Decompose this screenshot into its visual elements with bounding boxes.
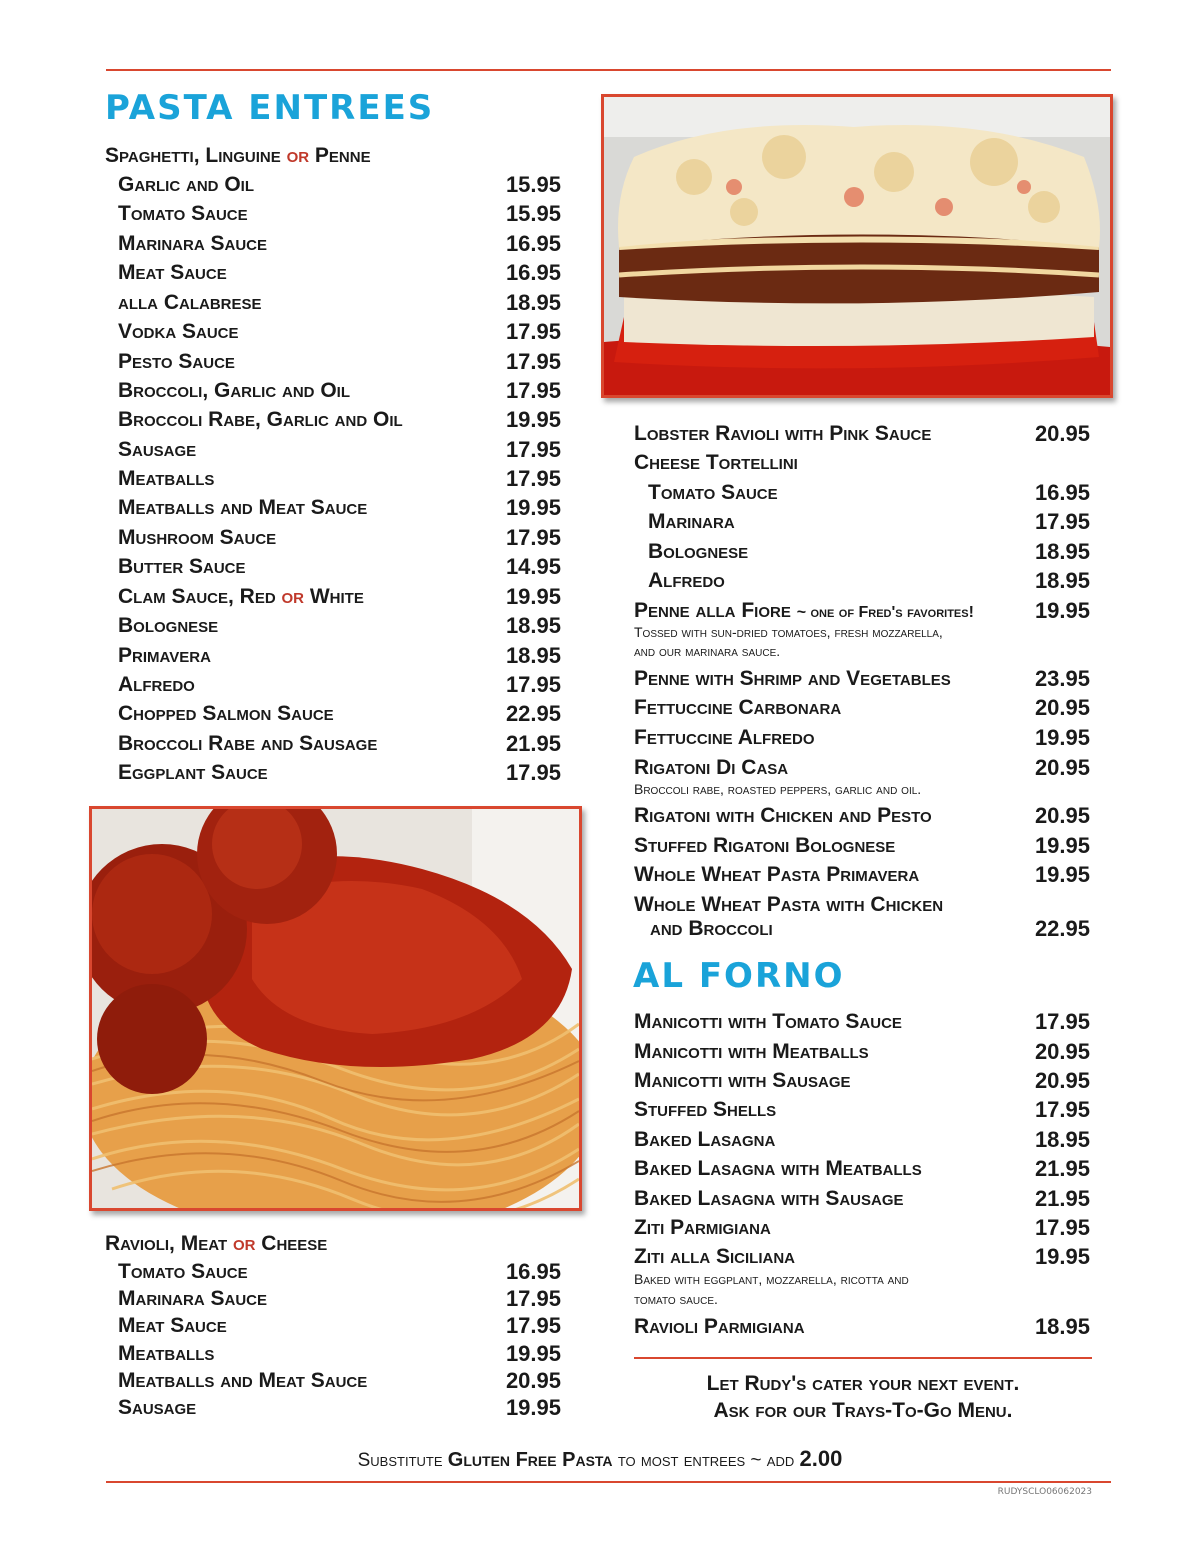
item-description: Baked with eggplant, mozzarella, ricotta and (634, 1271, 909, 1287)
menu-item: Bolognese 18.95 (648, 539, 1090, 564)
menu-item: Ravioli Parmigiana 18.95 (634, 1314, 1090, 1339)
menu-item: Bolognese 18.95 (118, 613, 561, 638)
menu-item: Penne alla Fiore ~ one of Fred's favorites! 19.95 (634, 598, 1090, 623)
menu-item: Pesto Sauce 17.95 (118, 349, 561, 374)
item-description: tomato sauce. (634, 1291, 718, 1307)
menu-item: Meat Sauce 17.95 (118, 1313, 561, 1338)
pasta-group-label: Spaghetti, Linguine or Penne (105, 144, 371, 167)
menu-item: Tomato Sauce 15.95 (118, 201, 561, 226)
menu-item: Marinara Sauce 16.95 (118, 231, 561, 256)
menu-item: Sausage 17.95 (118, 437, 561, 462)
menu-item: Manicotti with Tomato Sauce 17.95 (634, 1009, 1090, 1034)
menu-item-continued: and Broccoli 22.95 (650, 916, 1090, 941)
spaghetti-meatballs-photo (89, 806, 582, 1211)
menu-item: Broccoli Rabe and Sausage 21.95 (118, 731, 561, 756)
ravioli-group-label: Ravioli, Meat or Cheese (105, 1232, 328, 1255)
menu-item: Lobster Ravioli with Pink Sauce 20.95 (634, 421, 1090, 446)
menu-item: Alfredo 17.95 (118, 672, 561, 697)
menu-item: Rigatoni with Chicken and Pesto 20.95 (634, 803, 1090, 828)
gluten-free-note: Substitute Gluten Free Pasta to most entrees ~ add 2.00 (357, 1446, 843, 1471)
catering-line-1: Let Rudy's cater your next event. (706, 1372, 1020, 1395)
menu-item: Sausage 19.95 (118, 1395, 561, 1420)
menu-item: Clam Sauce, Red or White 19.95 (118, 584, 561, 609)
item-description: Broccoli rabe, roasted peppers, garlic and oil. (634, 781, 922, 797)
menu-item: Mushroom Sauce 17.95 (118, 525, 561, 550)
menu-item: Chopped Salmon Sauce 22.95 (118, 701, 561, 726)
menu-item: Ziti alla Siciliana 19.95 (634, 1244, 1090, 1269)
menu-item: Tomato Sauce 16.95 (648, 480, 1090, 505)
bottom-rule (106, 1481, 1111, 1483)
menu-item: Penne with Shrimp and Vegetables 23.95 (634, 666, 1090, 691)
menu-item: Garlic and Oil 15.95 (118, 172, 561, 197)
catering-line-2: Ask for our Trays-To-Go Menu. (713, 1399, 1013, 1422)
menu-item: Manicotti with Meatballs 20.95 (634, 1039, 1090, 1064)
menu-item: Butter Sauce 14.95 (118, 554, 561, 579)
menu-item: Broccoli Rabe, Garlic and Oil 19.95 (118, 407, 561, 432)
menu-item: Ziti Parmigiana 17.95 (634, 1215, 1090, 1240)
menu-item: Fettuccine Carbonara 20.95 (634, 695, 1090, 720)
menu-item: Alfredo 18.95 (648, 568, 1090, 593)
menu-item: Broccoli, Garlic and Oil 17.95 (118, 378, 561, 403)
menu-item: Tomato Sauce 16.95 (118, 1259, 561, 1284)
menu-item: Baked Lasagna with Meatballs 21.95 (634, 1156, 1090, 1181)
tortellini-group-label: Cheese Tortellini (634, 451, 798, 474)
menu-item: Baked Lasagna 18.95 (634, 1127, 1090, 1152)
menu-item: Meat Sauce 16.95 (118, 260, 561, 285)
menu-item: Primavera 18.95 (118, 643, 561, 668)
menu-item: Meatballs and Meat Sauce 20.95 (118, 1368, 561, 1393)
menu-item: Meatballs 17.95 (118, 466, 561, 491)
top-rule (106, 69, 1111, 71)
menu-item: Manicotti with Sausage 20.95 (634, 1068, 1090, 1093)
menu-item: Rigatoni Di Casa 20.95 (634, 755, 1090, 780)
menu-item: Vodka Sauce 17.95 (118, 319, 561, 344)
menu-item: Marinara Sauce 17.95 (118, 1286, 561, 1311)
menu-code: RUDYSCLO06062023 (997, 1487, 1092, 1497)
menu-item: Stuffed Rigatoni Bolognese 19.95 (634, 833, 1090, 858)
menu-item: Stuffed Shells 17.95 (634, 1097, 1090, 1122)
menu-item: Meatballs 19.95 (118, 1341, 561, 1366)
catering-rule (634, 1357, 1092, 1359)
menu-item: Eggplant Sauce 17.95 (118, 760, 561, 785)
menu-item: Marinara 17.95 (648, 509, 1090, 534)
menu-item: alla Calabrese 18.95 (118, 290, 561, 315)
al-forno-heading: AL FORNO (633, 956, 845, 996)
item-description: and our marinara sauce. (634, 643, 781, 659)
catering-note (634, 1370, 1092, 1424)
menu-item: Meatballs and Meat Sauce 19.95 (118, 495, 561, 520)
menu-item: Whole Wheat Pasta with Chicken (634, 893, 944, 916)
menu-item: Whole Wheat Pasta Primavera 19.95 (634, 862, 1090, 887)
menu-item: Baked Lasagna with Sausage 21.95 (634, 1186, 1090, 1211)
menu-item: Fettuccine Alfredo 19.95 (634, 725, 1090, 750)
lasagna-photo (601, 94, 1113, 398)
pasta-entrees-heading: PASTA ENTREES (105, 88, 435, 128)
item-description: Tossed with sun-dried tomatoes, fresh mozzarella, (634, 624, 943, 640)
